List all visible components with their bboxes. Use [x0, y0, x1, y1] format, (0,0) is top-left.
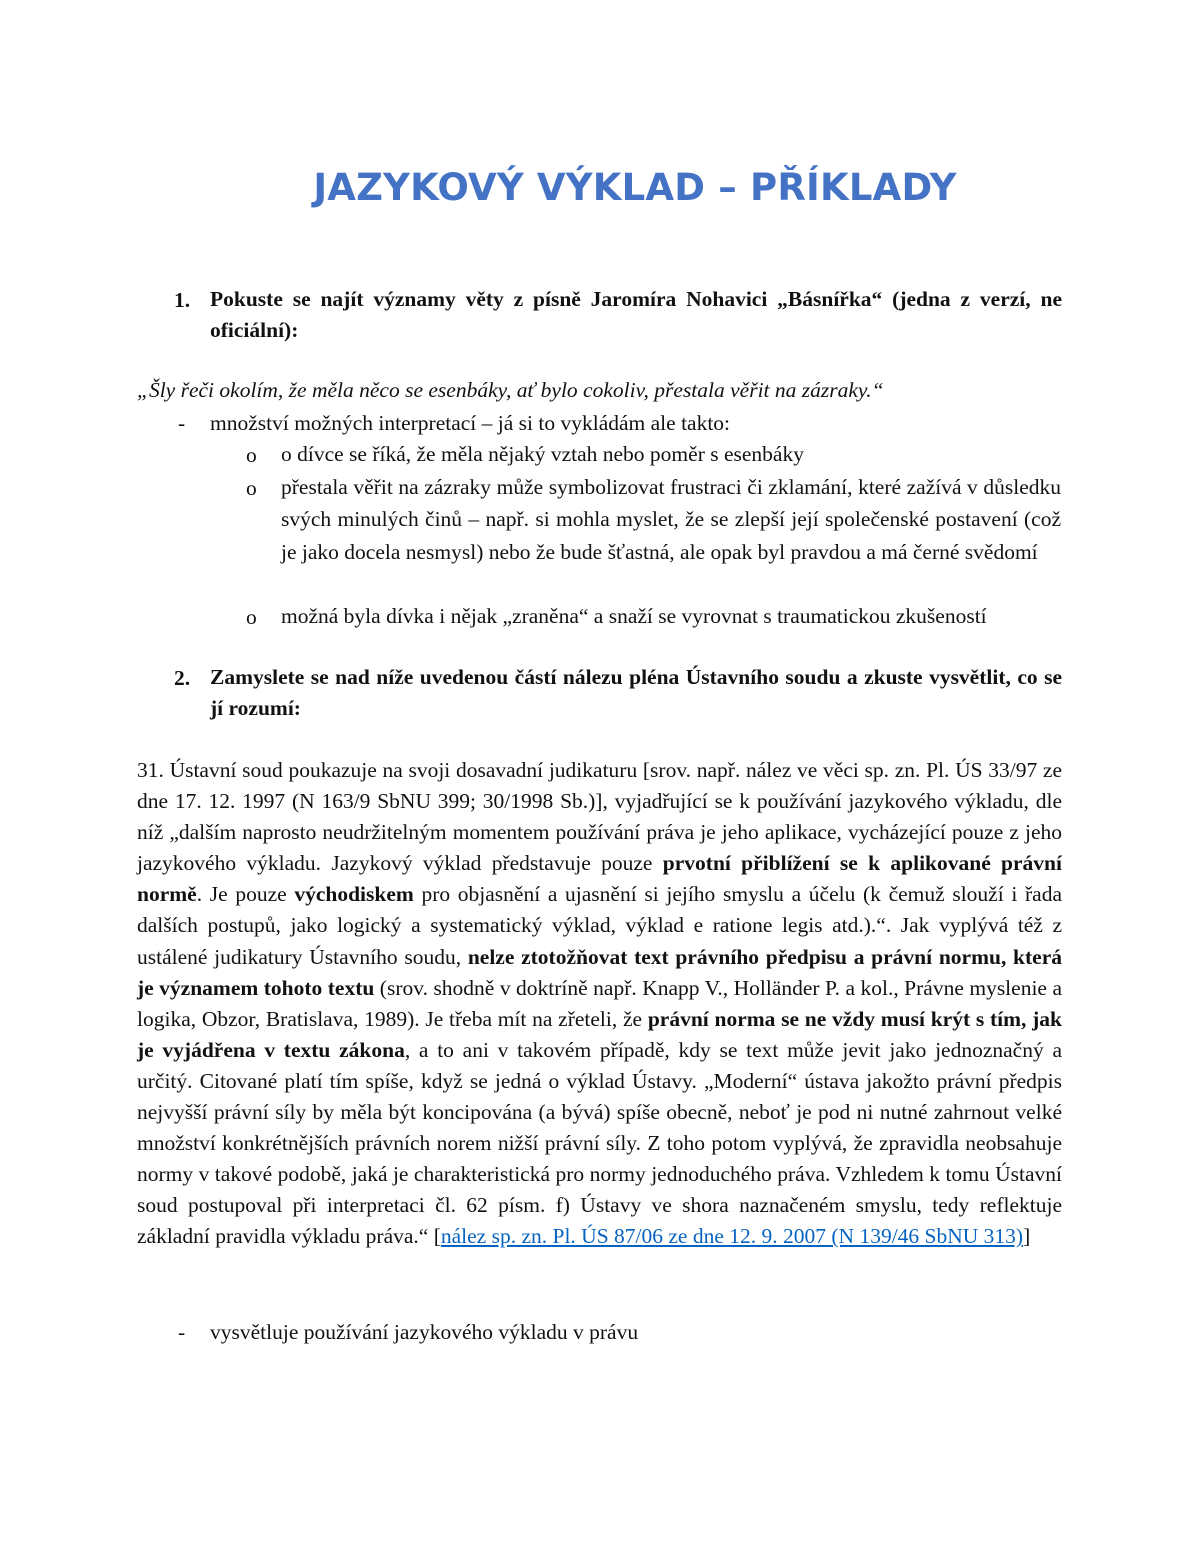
- bullet-marker: o: [246, 605, 257, 629]
- paragraph-bold-text: prvotní přiblížení se k aplikované právní normě: [137, 851, 1062, 907]
- paragraph-text: pro objasnění a ujasnění si jejího smyslu a účelu (k čemuž slouží i řada dalších postupů, jako logický a systematický výklad, výklad e ratione legis atd.).“. Jak vyplývá též z ustálené judikatury Ústavního soudu,: [137, 882, 1062, 969]
- paragraph-text: , a to ani v takovém případě, kdy se text může jevit jako jednoznačný a určitý. Citované platí tím spíše, když se jedná o výklad Ústavy. „Moderní“ ústava jakožto právní předpis nejvyšší právní síly by měla být koncipována (a bývá) spíše obecně, neboť je pod ni nutné zahrnout velké množství konkrétnějších právních norem nižší právní síly. Z toho potom vyplývá, že zpravidla neobsahuje normy v takové podobě, jaká je charakteristická pro normy jednoduchého práva. Vzhledem k tomu Ústavní soud postupoval při interpretaci čl. 62 písm. f) Ústavy ve shora naznačeném smyslu, tedy reflektuje základní pravidla výkladu práva.“ [: [137, 1037, 1062, 1249]
- question-2-text: Zamyslete se nad níže uvedenou částí nálezu pléna Ústavního soudu a zkuste vysvětlit, co se jí rozumí:: [210, 665, 1062, 720]
- paragraph-bold-text: nelze ztotožňovat text právního předpisu a právní normu, která je významem tohoto textu: [137, 944, 1062, 1000]
- answer-text: vysvětluje používání jazykového výkladu v právu: [210, 1320, 639, 1344]
- dash-marker: -: [178, 411, 186, 435]
- question-2-number: 2.: [174, 666, 191, 690]
- paragraph-text: 31. Ústavní soud poukazuje na svoji dosavadní judikaturu [srov. např. nález ve věci sp. zn. Pl. ÚS 33/97 ze dne 17. 12. 1997 (N 163/9 SbNU 399; 30/1998 Sb.)], vyjadřující se k používání jazykového výkladu, dle níž „dalším naprosto neudržitelným momentem používání práva je jeho aplikace, vycházející pouze z jeho jazykového výkladu. Jazykový výklad představuje pouze: [137, 758, 1062, 876]
- question-1-number: 1.: [174, 288, 191, 312]
- interpretation-item: o dívce se říká, že měla nějaký vztah nebo poměr s esenbáky: [281, 442, 804, 466]
- question-1-text: Pokuste se najít významy věty z písně Jaromíra Nohavici „Básnířka“ (jedna z verzí, ne oficiální):: [210, 287, 1062, 342]
- interpretation-item: přestala věřit na zázraky může symbolizovat frustraci či zklamání, které zažívá v důsledku svých minulých činů – např. si mohla myslet, že se zlepší její společenské postavení (což je jako docela nesmysl) nebo že bude šťastná, ale opak byl pravdou a má černé svědomí: [281, 475, 1061, 564]
- paragraph-text: ]: [1023, 1224, 1031, 1249]
- paragraph-bold-text: východiskem: [294, 882, 414, 907]
- paragraph-bold-text: právní norma se ne vždy musí krýt s tím, jak je vyjádřena v textu zákona: [137, 1006, 1062, 1062]
- interpretations-intro: množství možných interpretací – já si to vykládám ale takto:: [210, 411, 731, 435]
- song-quote: „Šly řeči okolím, že měla něco se esenbáky, ať bylo cokoliv, přestala věřit na zázraky.“: [137, 378, 884, 402]
- paragraph-text: (srov. shodně v doktríně např. Knapp V., Holländer P. a kol., Právne myslenie a logika, Obzor, Bratislava, 1989). Je třeba mít na zřeteli, že: [137, 975, 1062, 1031]
- court-decision-paragraph: [137, 755, 1062, 1253]
- bullet-marker: o: [246, 443, 257, 467]
- bullet-marker: o: [246, 476, 257, 500]
- dash-marker: -: [178, 1320, 186, 1344]
- paragraph-text: . Je pouze: [196, 882, 295, 907]
- interpretation-item: možná byla dívka i nějak „zraněna“ a snaží se vyrovnat s traumatickou zkušeností: [281, 604, 987, 628]
- page-title: JAZYKOVÝ VÝKLAD – PŘÍKLADY: [313, 166, 957, 209]
- decision-citation-link[interactable]: nález sp. zn. Pl. ÚS 87/06 ze dne 12. 9. 2007 (N 139/46 SbNU 313): [440, 1224, 1024, 1249]
